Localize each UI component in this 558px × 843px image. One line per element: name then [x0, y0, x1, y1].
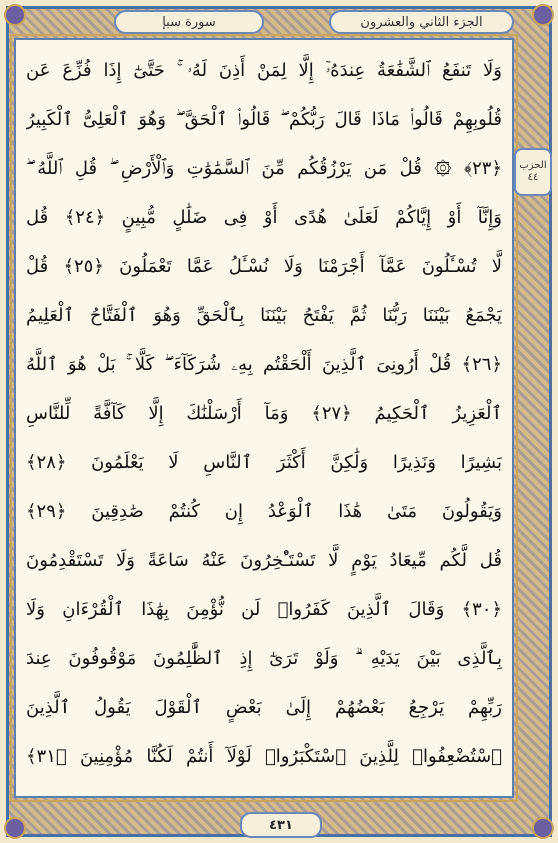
juz-label: الجزء الثاني والعشرون [329, 10, 514, 34]
hizb-number: ٤٤ [527, 172, 539, 183]
text-line: ﴿٢٦﴾ قُلْ أَرُونِىَ ٱلَّذِينَ أَلْحَقْتُم بِهِۦ شُرَكَآءَ ۖ كَلَّا ۚ بَلْ هُوَ ٱللَّهُ [26, 354, 502, 375]
text-line: يَجْمَعُ بَيْنَنَا رَبُّنَا ثُمَّ يَفْتَحُ بَيْنَنَا بِٱلْحَقِّ وَهُوَ ٱلْفَتَّاحُ ٱلْعَلِيمُ [26, 305, 502, 326]
corner-ornament-icon [532, 817, 554, 839]
corner-ornament-icon [4, 817, 26, 839]
text-line: قُل لَّكُم مِّيعَادُ يَوْمٍ لَّا تَسْتَـْٔخِرُونَ عَنْهُ سَاعَةً وَلَا تَسْتَقْدِمُونَ [26, 550, 502, 571]
text-line: ٱلْعَزِيزُ ٱلْحَكِيمُ ﴿٢٧﴾ وَمَآ أَرْسَلْنَٰكَ إِلَّا كَآفَّةً لِّلنَّاسِ [26, 403, 502, 424]
text-line: وَيَقُولُونَ مَتَىٰ هَٰذَا ٱلْوَعْدُ إِن كُنتُمْ صَٰدِقِينَ ﴿٢٩﴾ [26, 501, 502, 522]
text-line: رَبِّهِمْ يَرْجِعُ بَعْضُهُمْ إِلَىٰ بَعْضٍ ٱلْقَوْلَ يَقُولُ ٱلَّذِينَ [26, 697, 502, 718]
hizb-marker [514, 148, 552, 196]
text-line: لَّا تُسْـَٔلُونَ عَمَّآ أَجْرَمْنَا وَلَا نُسْـَٔلُ عَمَّا تَعْمَلُونَ ﴿٢٥﴾ قُلْ [26, 256, 502, 277]
verse-lines [26, 46, 502, 781]
surah-name-label: سورة سبإ [114, 10, 264, 34]
text-line: ٱسْتُضْعِفُوا۟ لِلَّذِينَ ٱسْتَكْبَرُوا۟ لَوْلَآ أَنتُمْ لَكُنَّا مُؤْمِنِينَ ﴿٣١﴾ [26, 746, 502, 767]
text-line: بِٱلَّذِى بَيْنَ يَدَيْهِ ۗ وَلَوْ تَرَىٰٓ إِذِ ٱلظَّٰلِمُونَ مَوْقُوفُونَ عِندَ [26, 648, 502, 669]
corner-ornament-icon [4, 4, 26, 26]
text-line: وَلَا تَنفَعُ ٱلشَّفَٰعَةُ عِندَهُۥٓ إِلَّا لِمَنْ أَذِنَ لَهُۥ ۚ حَتَّىٰٓ إِذَا فُزِّعَ عَن [26, 60, 502, 81]
page-header [14, 10, 544, 36]
text-line: بَشِيرًا وَنَذِيرًا وَلَٰكِنَّ أَكْثَرَ ٱلنَّاسِ لَا يَعْلَمُونَ ﴿٢٨﴾ [26, 452, 502, 473]
text-line: قُلُوبِهِمْ قَالُوا۟ مَاذَا قَالَ رَبُّكُمْ ۖ قَالُوا۟ ٱلْحَقَّ ۖ وَهُوَ ٱلْعَلِىُّ ٱلْكَبِيرُ [26, 109, 502, 130]
text-line: ﴿٣٠﴾ وَقَالَ ٱلَّذِينَ كَفَرُوا۟ لَن نُّؤْمِنَ بِهَٰذَا ٱلْقُرْءَانِ وَلَا [26, 599, 502, 620]
page-number: ٤٣١ [240, 812, 322, 838]
text-line: وَإِنَّآ أَوْ إِيَّاكُمْ لَعَلَىٰ هُدًى أَوْ فِى ضَلَٰلٍ مُّبِينٍ ﴿٢٤﴾ قُل [26, 207, 502, 228]
corner-ornament-icon [532, 4, 554, 26]
hizb-label: الحزب [519, 160, 547, 171]
text-line: ﴿٢٣﴾ ۞ قُلْ مَن يَرْزُقُكُم مِّنَ ٱلسَّمَٰوَٰتِ وَٱلْأَرْضِ ۖ قُلِ ٱللَّهُ ۖ [26, 158, 502, 179]
